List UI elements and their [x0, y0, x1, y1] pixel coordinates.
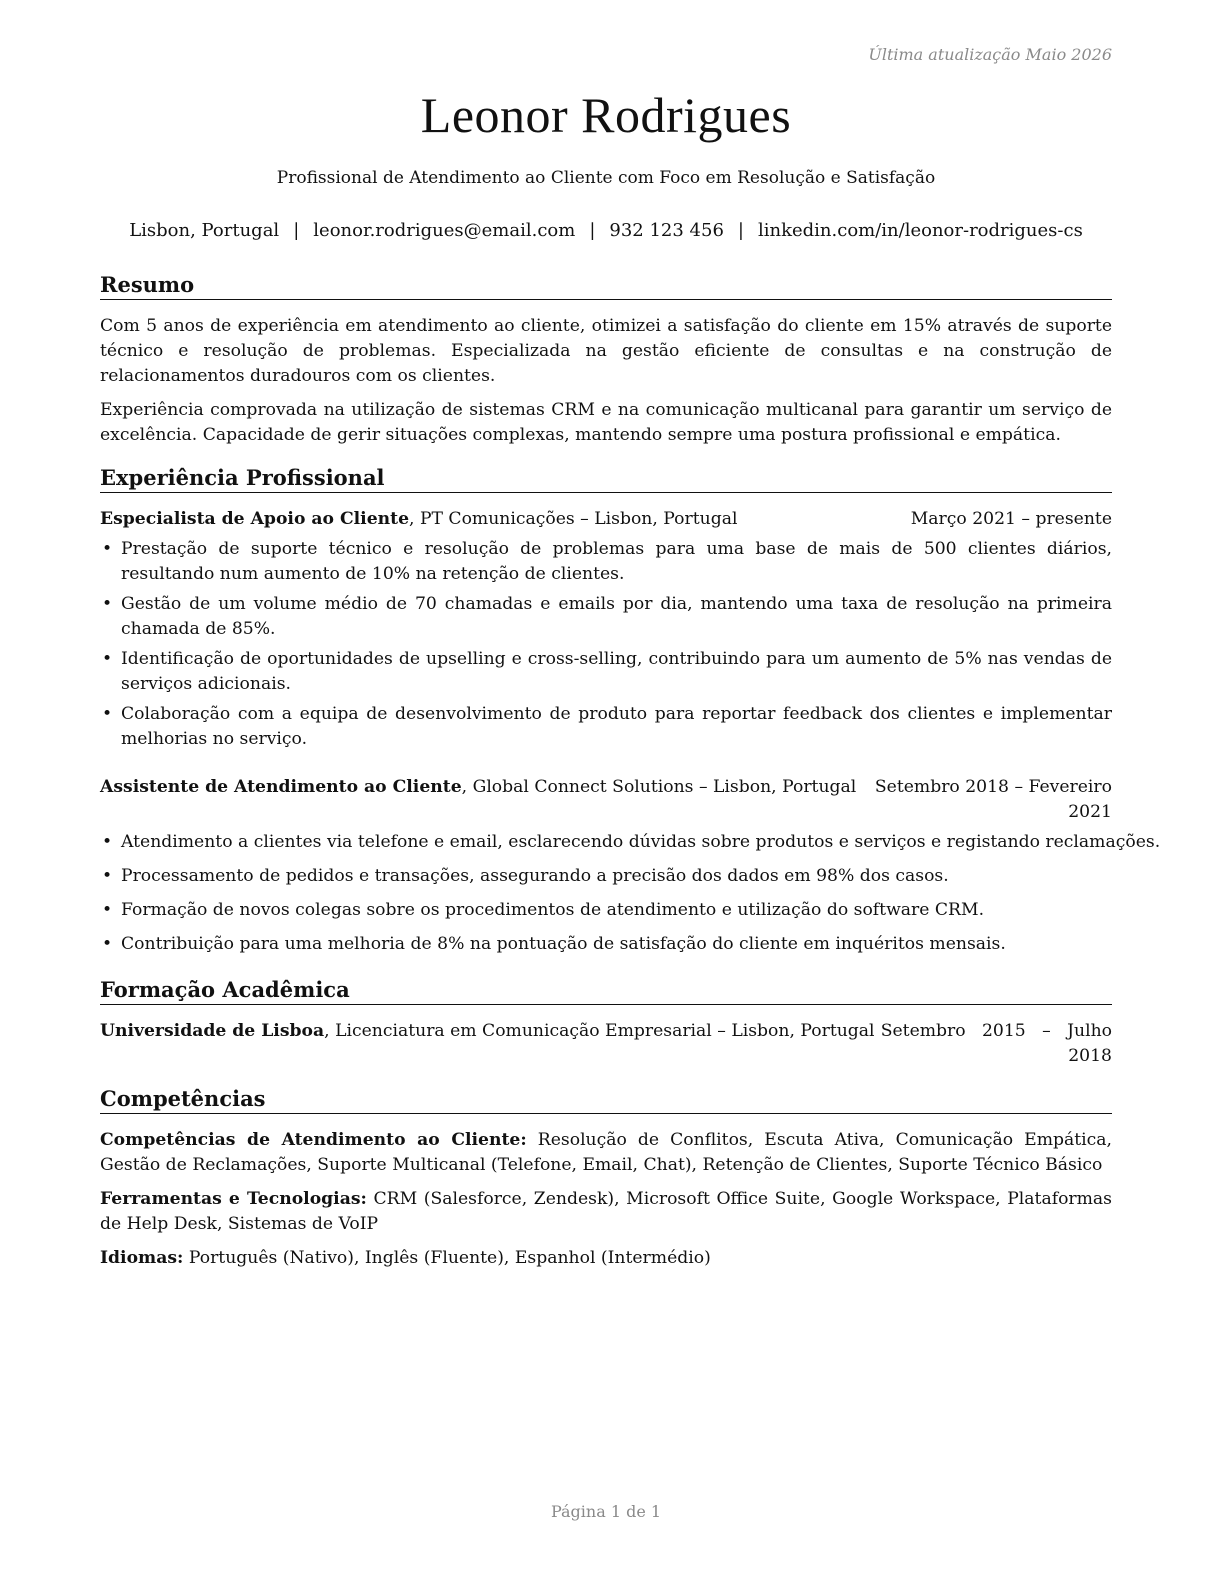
contact-phone: 932 123 456	[609, 220, 724, 241]
section-title-experience: Experiência Profissional	[100, 465, 1112, 493]
candidate-name: Leonor Rodrigues	[420, 87, 792, 143]
list-item: • Gestão de um volume médio de 70 chamadas e emails por dia, mantendo uma taxa de resolução na primeira chamada de 85%.	[102, 594, 1112, 639]
job-role: Especialista de Apoio ao Cliente	[100, 509, 410, 529]
professional-subtitle: Profissional de Atendimento ao Cliente com Foco em Resolução e Satisfação	[276, 168, 936, 188]
bullet-icon: •	[102, 866, 113, 886]
summary-paragraph-2: Experiência comprovada na utilização de sistemas CRM e na comunicação multicanal para garantir um serviço de excelência. Capacidade de gerir situações complexas, mantendo sempre uma postura profissional e empática.	[100, 400, 1112, 445]
page-number: Página 1 de 1	[550, 1502, 662, 1521]
last-updated: Última atualização Maio 2026	[868, 45, 1112, 64]
education-dates: Setembro 2015 – Julho 2018	[880, 1021, 1112, 1066]
job-bullets	[100, 537, 1112, 752]
job-company: , PT Comunicações – Lisbon, Portugal	[409, 509, 738, 529]
bullet-icon: •	[102, 832, 113, 852]
contact-email[interactable]: leonor.rodrigues@email.com	[313, 220, 576, 241]
list-item: • Identificação de oportunidades de upselling e cross-selling, contribuindo para um aumento de 5% nas vendas de serviços adicionais.	[102, 649, 1112, 694]
list-item: • Processamento de pedidos e transações, assegurando a precisão dos dados em 98% dos casos.	[100, 864, 1118, 889]
resume-page	[100, 0, 1161, 1584]
list-item: • Contribuição para uma melhoria de 8% na pontuação de satisfação do cliente em inquéritos mensais.	[100, 932, 1118, 957]
contact-separator: |	[737, 220, 744, 241]
section-title-education: Formação Acadêmica	[100, 977, 1112, 1005]
bullet-icon: •	[102, 649, 113, 669]
list-item: • Formação de novos colegas sobre os procedimentos de atendimento e utilização do software CRM.	[100, 898, 1118, 923]
education-degree: , Licenciatura em Comunicação Empresarial – Lisbon, Portugal	[324, 1021, 875, 1041]
job-header	[100, 775, 1112, 825]
list-item: • Atendimento a clientes via telefone e email, esclarecendo dúvidas sobre produtos e serviços e registando reclamações.	[100, 830, 1118, 855]
job-role: Assistente de Atendimento ao Cliente	[100, 777, 462, 797]
list-item: • Prestação de suporte técnico e resolução de problemas para uma base de mais de 500 clientes diários, resultando num aumento de 10% na retenção de clientes.	[102, 539, 1112, 584]
skill-group-customer-service: Competências de Atendimento ao Cliente: Resolução de Conflitos, Escuta Ativa, Comunicação Empática, Gestão de Reclamações, Suporte Multicanal (Telefone, Email, Chat), Retenção de Clientes, Suporte Técnico Básico	[100, 1130, 1112, 1175]
section-title-skills: Competências	[100, 1086, 1112, 1114]
skill-group-languages: Idiomas: Português (Nativo), Inglês (Fluente), Espanhol (Intermédio)	[100, 1248, 711, 1268]
bullet-icon: •	[102, 539, 113, 559]
list-item: • Colaboração com a equipa de desenvolvimento de produto para reportar feedback dos clientes e implementar melhorias no serviço.	[102, 704, 1112, 749]
job-company: , Global Connect Solutions – Lisbon, Portugal	[461, 777, 857, 797]
contact-linkedin[interactable]: linkedin.com/in/leonor-rodrigues-cs	[757, 220, 1083, 241]
job-header	[100, 507, 1112, 532]
summary-paragraph-1: Com 5 anos de experiência em atendimento ao cliente, otimizei a satisfação do cliente em 15% através de suporte técnico e resolução de problemas. Especializada na gestão eficiente de consultas e na construção de relacionamentos duradouros com os clientes.	[100, 316, 1112, 386]
job-dates: Setembro 2018 – Fevereiro 2021	[874, 777, 1112, 822]
bullet-icon: •	[102, 704, 113, 724]
contact-separator: |	[589, 220, 596, 241]
section-title-summary: Resumo	[100, 272, 1112, 300]
contact-location: Lisbon, Portugal	[129, 220, 280, 241]
contact-line	[100, 220, 1112, 241]
skill-group-tools: Ferramentas e Tecnologias: CRM (Salesforce, Zendesk), Microsoft Office Suite, Google Workspace, Plataformas de Help Desk, Sistemas de VoIP	[100, 1189, 1112, 1234]
bullet-icon: •	[102, 934, 113, 954]
education-entry	[100, 1019, 1112, 1069]
bullet-icon: •	[102, 594, 113, 614]
education-school: Universidade de Lisboa	[100, 1021, 325, 1041]
contact-separator: |	[293, 220, 300, 241]
job-bullets	[100, 830, 1161, 957]
bullet-icon: •	[102, 900, 113, 920]
job-dates: Março 2021 – presente	[910, 509, 1112, 529]
